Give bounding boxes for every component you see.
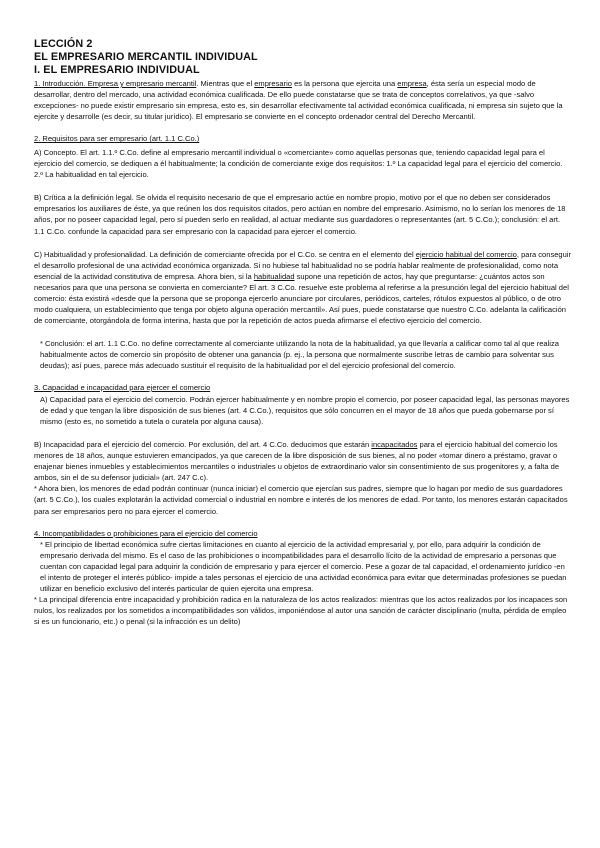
document-page bbox=[34, 38, 572, 627]
requisitos-c-paragraph: C) Habitualidad y profesionalidad. La definición de comerciante ofrecida por el C.Co. se centra en el elemento del ejercicio habitual del comercio, para conseguir el desarrollo profesional de una actividad económica organizada. Si no hubiese tal habitualidad no se podría hablar realmente de profesionalidad, como nota esencial de la actividad constitutiva de empresa. Ahora bien, si la habitualidad supone una repetición de actos, hay que preguntarse: ¿cuántos actos son necesarios para que una persona se convierta en comerciante? El art. 3 C.Co. resuelve este problema al referirse a la presunción legal del ejercicio habitual del comercio: ésta existirá «desde que la persona que se proponga ejercerlo anunciare por circulares, periódicos, carteles, rótulos expuestos al público, o de otro modo cualquiera, un establecimiento que tenga por objeto alguna operación mercantil». Así pues, puede constatarse que nuestro C.Co. adelanta la calificación de comerciante, otorgándola de forma interina, hasta que por la repetición de actos pueda afirmarse el efectivo ejercicio del comercio. bbox=[34, 249, 571, 325]
intro-paragraph: 1. Introducción. Empresa y empresario mercantil. Mientras que el empresario es la persona que ejercita una empresa, ésta sería un especial modo de desarrollar, dentro del mercado, una actividad económica cualificada. De ello puede constatarse que se trata de conceptos correlativos, ya que -salvo excepciones- no puede existir empresario sin empresa, esto es, sin desarrollar efectivamente tal actividad económica cualificada, ni empresa sin sujeto que la ejercite y desarrolle (es decir, su titular jurídico). El empresario se convierte en el concepto ordenador central del Derecho Mercantil. bbox=[34, 79, 563, 122]
section-title: I. EL EMPRESARIO INDIVIDUAL bbox=[34, 64, 200, 76]
incompatibilidades-paragraph-2: * La principal diferencia entre incapacidad y prohibición radica en la naturaleza de los actos realizados: mientras que los actos realizados por los incapaces son nulos, los realizados por los sometidos a incompatibilidades son válidos, imponiéndose al autor una sanción de carácter disciplinario (multa, pérdida de empleo si es un funcionario, etc.) o penal (si la infracción es un delito) bbox=[34, 594, 568, 626]
intro-heading: 1. Introducción. Empresa y empresario mercantil bbox=[34, 79, 197, 88]
requisitos-heading: 2. Requisitos para ser empresario (art. 1.1 C.Co.) bbox=[34, 134, 200, 144]
document-title: EL EMPRESARIO MERCANTIL INDIVIDUAL bbox=[34, 51, 258, 63]
capacidad-b-paragraph: B) Incapacidad para el ejercicio del comercio. Por exclusión, del art. 4 C.Co. deducimos que estarán incapacitados para el ejercicio habitual del comercio los menores de 18 años, aunque estuvieren emancipados, ya que carecen de la libre disposición de sus bienes, al no poder «tomar dinero a préstamo, gravar o enajenar bienes inmuebles y establecimientos mercantiles o industriales u objetos de extraordinario valor sin consentimiento de sus progenitores y, a falta de ambos, sin el de su defensor judicial» (art. 247 C.c). bbox=[34, 440, 560, 483]
lesson-heading: LECCIÓN 2 bbox=[34, 38, 93, 50]
requisitos-a-paragraph: A) Concepto. El art. 1.1.º C.Co. define al empresario mercantil individual o «comerciante» como aquellas personas que, teniendo capacidad legal para el ejercicio del comercio, se dediquen a él habitualmente; la condición de comerciante exige dos requisitos: 1.º La capacidad legal para el ejercicio del comercio. 2.º La habitualidad en tal ejercicio. bbox=[34, 148, 563, 180]
requisitos-conclusion: * Conclusión: el art. 1.1 C.Co. no define correctamente al comerciante utilizando la nota de la habitualidad, ya que llevaría a calificar como tal al que realiza habitualmente actos de comercio sin propósito de obtener una ganancia (p. ej., la persona que normalmente suscribe letras de cambio para solventar sus deudas); así pues, parece más adecuado sustituir el requisito de la habitualidad por el del ejercicio profesional del comercio. bbox=[40, 338, 559, 370]
capacidad-heading: 3. Capacidad e incapacidad para ejercer el comercio bbox=[34, 383, 211, 393]
capacidad-a-paragraph: A) Capacidad para el ejercicio del comercio. Podrán ejercer habitualmente y en nombre propio el comercio, por poseer capacidad legal, las personas mayores de edad y que tengan la libre disposición de sus bienes (art. 4 C.Co.), requisitos que sólo concurren en el mayor de 18 años que pueda gobernarse por sí mismo (esto es, no sometido a tutela o curatela por alguna causa). bbox=[40, 395, 570, 427]
capacidad-note: * Ahora bien, los menores de edad podrán continuar (nunca iniciar) el comercio que ejercían sus padres, siempre que lo hagan por medio de sus guardadores (art. 5 C.Co.), los cuales explotarán la actividad comercial o industrial en nombre e interés de los menores de edad. Por tanto, los menores estarán capacitados para ser empresarios pero no para ejercer el comercio. bbox=[34, 484, 568, 516]
incompatibilidades-paragraph-1: * El principio de libertad económica sufre ciertas limitaciones en cuanto al ejercicio de la actividad empresarial y, por ello, para adquirir la condición de empresario derivada del mismo. Es el caso de las prohibiciones o incompatibilidades para el desarrollo lícito de la actividad de empresario a personas que cuentan con capacidad legal para adquirir la condición de empresario y para ejercer el comercio. Pese a gozar de tal capacidad, el ordenamiento jurídico -en el intento de proteger el interés público- impide a tales personas el ejercicio de una actividad económica para evitar que determinadas profesiones se puedan utilizar en beneficio exclusivo del interés particular de quien ejercita una empresa. bbox=[40, 539, 567, 593]
requisitos-b-paragraph: B) Crítica a la definición legal. Se olvida el requisito necesario de que el empresario actúe en nombre propio, motivo por el que no deben ser considerados empresarios los auxiliares de éste, ya que reúnen los dos requisitos citados, pero actúan en nombre del empresario. Asimismo, no lo serían los menores de 18 años, por no poseer capacidad legal, pero sí pueden serlo en realidad, al actuar mediante sus guardadores o representantes (art. 5 C.Co.); conclusión: el art. 1.1 C.Co. confunde la capacidad para ser empresario con la capacidad para ejercer el comercio. bbox=[34, 193, 566, 236]
incompatibilidades-heading: 4. Incompatibilidades o prohibiciones para el ejercicio del comercio bbox=[34, 528, 258, 538]
